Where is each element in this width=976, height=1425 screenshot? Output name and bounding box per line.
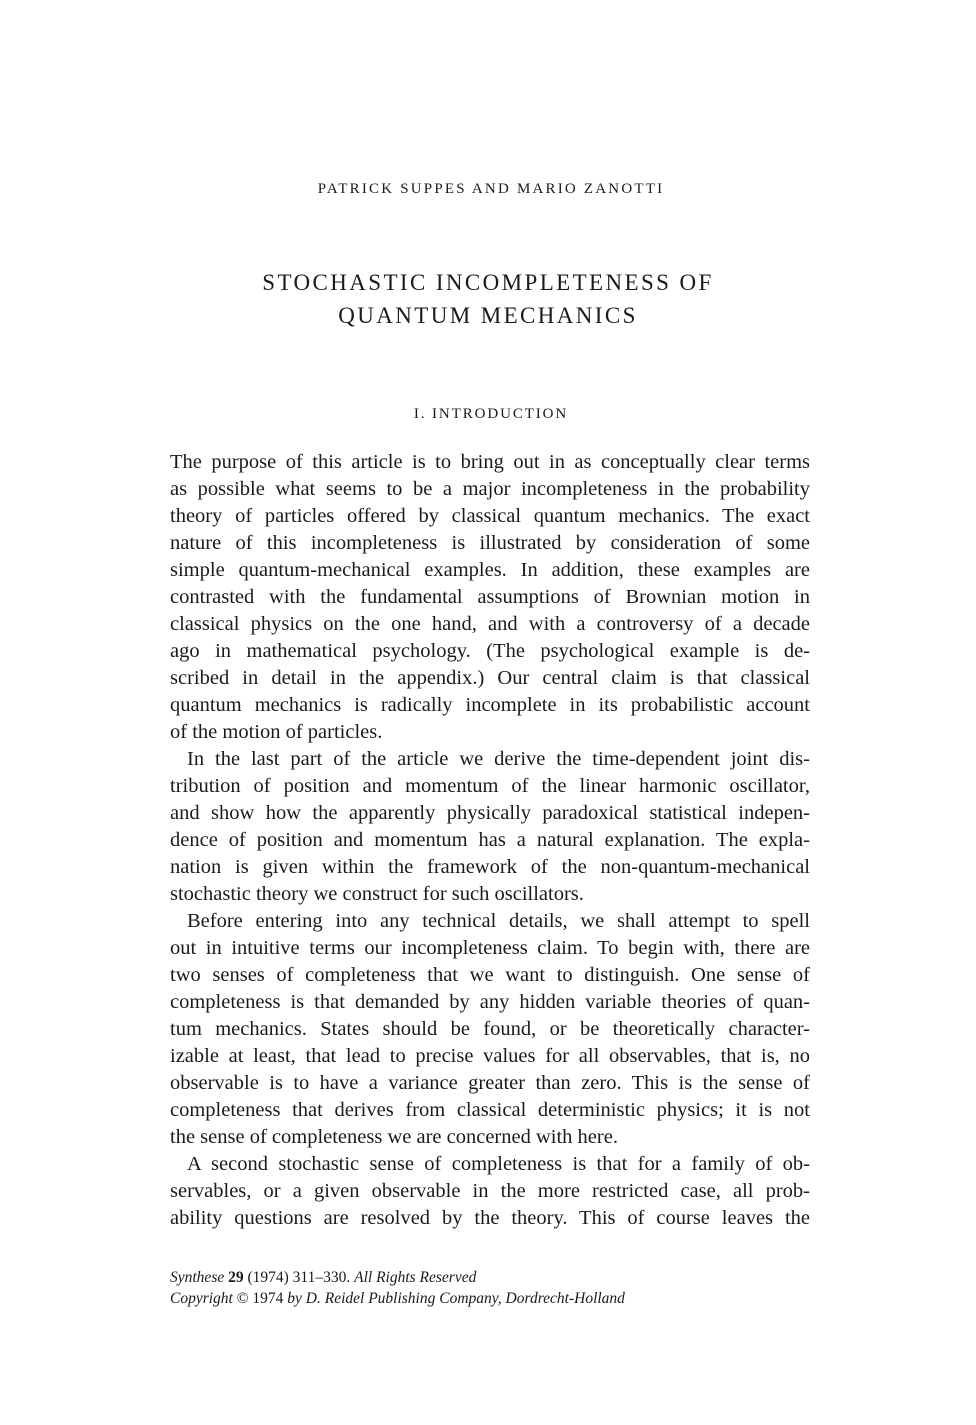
text-line: and show how the apparently physically paradoxical statistical indepen-	[170, 802, 810, 824]
journal-volume: 29	[228, 1269, 244, 1286]
text-line: simple quantum-mechanical examples. In addition, these examples are	[170, 559, 810, 581]
body-text	[170, 449, 810, 1232]
text-line: In the last part of the article we derive the time-dependent joint dis-	[187, 748, 810, 770]
text-line: dence of position and momentum has a natural explanation. The expla-	[170, 829, 810, 851]
text-line: of the motion of particles.	[170, 721, 383, 743]
text-line: Before entering into any technical details, we shall attempt to spell	[187, 910, 810, 932]
citation-line	[170, 1267, 810, 1288]
text-line: the sense of completeness we are concerned with here.	[170, 1126, 618, 1148]
text-line: nature of this incompleteness is illustrated by consideration of some	[170, 532, 810, 554]
text-line: stochastic theory we construct for such oscillators.	[170, 883, 584, 905]
text-line: ability questions are resolved by the theory. This of course leaves the	[170, 1207, 810, 1229]
publisher: by D. Reidel Publishing Company, Dordrecht-Holland	[287, 1290, 625, 1307]
text-line: observable is to have a variance greater than zero. This is the sense of	[170, 1072, 810, 1094]
article-title	[0, 266, 976, 332]
text-line: two senses of completeness that we want to distinguish. One sense of	[170, 964, 810, 986]
section-heading: I. INTRODUCTION	[413, 406, 569, 422]
text-line: contrasted with the fundamental assumptions of Brownian motion in	[170, 586, 810, 608]
text-line: tum mechanics. States should be found, or be theoretically character-	[170, 1018, 810, 1040]
text-line: theory of particles offered by classical quantum mechanics. The exact	[170, 505, 810, 527]
copyright-word: Copyright	[170, 1290, 233, 1307]
text-line: A second stochastic sense of completeness is that for a family of ob-	[187, 1153, 810, 1175]
text-line: as possible what seems to be a major incompleteness in the probability	[170, 478, 810, 500]
footer-citation	[170, 1267, 810, 1309]
text-line: ago in mathematical psychology. (The psychological example is de-	[170, 640, 810, 662]
text-line: izable at least, that lead to precise values for all observables, that is, no	[170, 1045, 810, 1067]
authors: PATRICK SUPPES AND MARIO ZANOTTI	[317, 181, 665, 197]
copyright-line	[170, 1288, 810, 1309]
text-line: servables, or a given observable in the more restricted case, all prob-	[170, 1180, 810, 1202]
journal-name: Synthese	[170, 1269, 225, 1286]
text-line: scribed in detail in the appendix.) Our central claim is that classical	[170, 667, 810, 689]
copyright-symbol: ©	[236, 1290, 249, 1307]
text-line: The purpose of this article is to bring out in as conceptually clear terms	[170, 451, 810, 473]
text-line: tribution of position and momentum of the linear harmonic oscillator,	[170, 775, 810, 797]
title-line-2: QUANTUM MECHANICS	[338, 303, 638, 328]
title-line-1: STOCHASTIC INCOMPLETENESS OF	[262, 270, 714, 295]
text-line: completeness is that demanded by any hidden variable theories of quan-	[170, 991, 810, 1013]
text-line: out in intuitive terms our incompleteness claim. To begin with, there are	[170, 937, 810, 959]
text-line: quantum mechanics is radically incomplete in its probabilistic account	[170, 694, 810, 716]
rights-notice: All Rights Reserved	[354, 1269, 477, 1286]
text-line: completeness that derives from classical deterministic physics; it is not	[170, 1099, 810, 1121]
year-pages: (1974) 311–330.	[247, 1269, 351, 1286]
copyright-year: 1974	[252, 1290, 284, 1307]
text-line: classical physics on the one hand, and with a controversy of a decade	[170, 613, 810, 635]
text-line: nation is given within the framework of the non-quantum-mechanical	[170, 856, 810, 878]
